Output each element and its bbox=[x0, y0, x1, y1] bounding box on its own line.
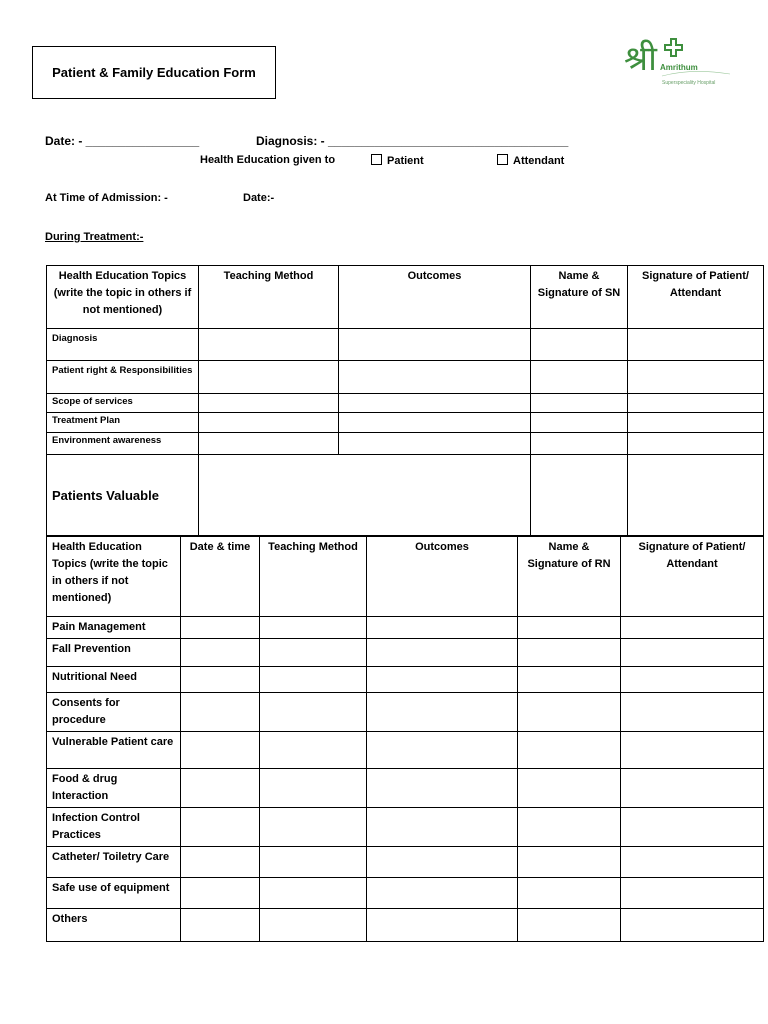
row-label: Treatment Plan bbox=[47, 413, 199, 433]
table-cell[interactable] bbox=[621, 909, 764, 942]
table-cell[interactable] bbox=[621, 878, 764, 909]
patient-checkbox[interactable] bbox=[371, 154, 382, 165]
attendant-option-label: Attendant bbox=[513, 155, 565, 167]
valuables-field[interactable] bbox=[199, 455, 531, 536]
row-label: Diagnosis bbox=[47, 329, 199, 361]
date-field-label: Date: - _________________ bbox=[45, 134, 200, 148]
table-cell[interactable] bbox=[181, 617, 260, 639]
col-header-outcomes: Outcomes bbox=[339, 266, 531, 329]
table-cell[interactable] bbox=[260, 909, 367, 942]
attendant-checkbox[interactable] bbox=[497, 154, 508, 165]
col-header-signature-patient: Signature of Patient/ Attendant bbox=[628, 266, 764, 329]
table-cell[interactable] bbox=[260, 769, 367, 808]
table-cell[interactable] bbox=[621, 617, 764, 639]
row-label: Others bbox=[47, 909, 181, 942]
table-cell[interactable] bbox=[260, 693, 367, 732]
table-cell[interactable] bbox=[199, 361, 339, 394]
table-cell[interactable] bbox=[518, 878, 621, 909]
table-cell[interactable] bbox=[367, 732, 518, 769]
table-cell[interactable] bbox=[181, 732, 260, 769]
admission-label: At Time of Admission: - bbox=[45, 192, 168, 204]
table-cell[interactable] bbox=[339, 394, 531, 413]
col-header-teaching-method: Teaching Method bbox=[260, 537, 367, 617]
table-cell[interactable] bbox=[531, 394, 628, 413]
table-row bbox=[47, 693, 764, 732]
col-header-signature-patient: Signature of Patient/ Attendant bbox=[621, 537, 764, 617]
table-row bbox=[47, 394, 764, 413]
table-cell[interactable] bbox=[181, 639, 260, 667]
table-cell[interactable] bbox=[518, 847, 621, 878]
table-cell[interactable] bbox=[367, 847, 518, 878]
row-label: Patient right & Responsibilities bbox=[47, 361, 199, 394]
patient-option-label: Patient bbox=[387, 155, 424, 167]
table-row bbox=[47, 732, 764, 769]
table-cell[interactable] bbox=[531, 433, 628, 455]
form-title: Patient & Family Education Form bbox=[32, 46, 276, 99]
row-label: Environment awareness bbox=[47, 433, 199, 455]
admission-date-label: Date:- bbox=[243, 192, 275, 204]
during-treatment-label: During Treatment:- bbox=[45, 231, 144, 243]
table-cell[interactable] bbox=[531, 329, 628, 361]
table-cell[interactable] bbox=[181, 909, 260, 942]
table-row bbox=[47, 847, 764, 878]
col-header-outcomes: Outcomes bbox=[367, 537, 518, 617]
col-header-signature-sn: Name & Signature of SN bbox=[531, 266, 628, 329]
table-cell[interactable] bbox=[621, 667, 764, 693]
table-cell[interactable] bbox=[621, 847, 764, 878]
logo-name: Amrithum bbox=[660, 63, 698, 72]
table-row bbox=[47, 413, 764, 433]
row-label: Scope of services bbox=[47, 394, 199, 413]
row-label: Food & drug Interaction bbox=[47, 769, 181, 808]
logo-graphic bbox=[622, 30, 734, 92]
col-header-topics: Health Education Topics (write the topic in others if not mentioned) bbox=[47, 266, 199, 329]
table-row bbox=[47, 769, 764, 808]
table-cell[interactable] bbox=[518, 808, 621, 847]
table-cell[interactable] bbox=[339, 413, 531, 433]
table-cell[interactable] bbox=[518, 909, 621, 942]
table-header-row bbox=[47, 537, 764, 617]
col-header-date-time: Date & time bbox=[181, 537, 260, 617]
logo-subtitle: Superspeciality Hospital bbox=[662, 80, 716, 86]
row-label: Safe use of equipment bbox=[47, 878, 181, 909]
table-cell[interactable] bbox=[518, 667, 621, 693]
education-table-treatment bbox=[46, 536, 764, 942]
row-label: Catheter/ Toiletry Care bbox=[47, 847, 181, 878]
table-cell[interactable] bbox=[518, 693, 621, 732]
table-cell[interactable] bbox=[339, 361, 531, 394]
table-cell[interactable] bbox=[518, 639, 621, 667]
table-cell[interactable] bbox=[181, 808, 260, 847]
table-cell[interactable] bbox=[621, 808, 764, 847]
given-to-label: Health Education given to bbox=[200, 154, 336, 166]
table-cell[interactable] bbox=[260, 617, 367, 639]
table-cell[interactable] bbox=[628, 433, 764, 455]
table-cell[interactable] bbox=[199, 413, 339, 433]
table-cell[interactable] bbox=[260, 732, 367, 769]
table-cell[interactable] bbox=[181, 693, 260, 732]
table-cell[interactable] bbox=[628, 329, 764, 361]
valuables-row bbox=[47, 455, 764, 536]
logo-script: श्री bbox=[624, 39, 657, 79]
row-label: Infection Control Practices bbox=[47, 808, 181, 847]
table-cell[interactable] bbox=[199, 433, 339, 455]
table-cell[interactable] bbox=[181, 847, 260, 878]
table-cell[interactable] bbox=[260, 847, 367, 878]
table-cell[interactable] bbox=[518, 617, 621, 639]
col-header-signature-rn: Name & Signature of RN bbox=[518, 537, 621, 617]
education-table-admission bbox=[46, 265, 764, 536]
table-header-row bbox=[47, 266, 764, 329]
valuables-label: Patients Valuable bbox=[47, 455, 199, 536]
table-cell[interactable] bbox=[628, 394, 764, 413]
row-label: Pain Management bbox=[47, 617, 181, 639]
table-cell[interactable] bbox=[621, 732, 764, 769]
table-cell[interactable] bbox=[621, 693, 764, 732]
table-cell[interactable] bbox=[199, 329, 339, 361]
table-cell[interactable] bbox=[367, 878, 518, 909]
table-cell[interactable] bbox=[339, 329, 531, 361]
table-cell[interactable] bbox=[367, 909, 518, 942]
table-cell[interactable] bbox=[621, 639, 764, 667]
table-cell[interactable] bbox=[260, 639, 367, 667]
table-cell[interactable] bbox=[367, 617, 518, 639]
table-cell[interactable] bbox=[181, 878, 260, 909]
table-cell[interactable] bbox=[628, 413, 764, 433]
table-cell[interactable] bbox=[531, 455, 628, 536]
col-header-topics: Health Education Topics (write the topic in others if not mentioned) bbox=[47, 537, 181, 617]
attendant-option[interactable] bbox=[497, 154, 564, 167]
table-cell[interactable] bbox=[260, 667, 367, 693]
table-cell[interactable] bbox=[628, 361, 764, 394]
table-cell[interactable] bbox=[367, 667, 518, 693]
table-cell[interactable] bbox=[339, 433, 531, 455]
table-cell[interactable] bbox=[518, 769, 621, 808]
table-row bbox=[47, 878, 764, 909]
patient-option[interactable] bbox=[371, 154, 424, 167]
table-cell[interactable] bbox=[367, 639, 518, 667]
row-label: Fall Prevention bbox=[47, 639, 181, 667]
table-cell[interactable] bbox=[181, 667, 260, 693]
table-cell[interactable] bbox=[367, 693, 518, 732]
hospital-logo bbox=[622, 30, 734, 92]
table-row bbox=[47, 909, 764, 942]
row-label: Nutritional Need bbox=[47, 667, 181, 693]
table-cell[interactable] bbox=[518, 732, 621, 769]
diagnosis-field-label: Diagnosis: - ____________________________________ bbox=[256, 134, 569, 148]
table-row bbox=[47, 639, 764, 667]
table-cell[interactable] bbox=[260, 808, 367, 847]
table-cell[interactable] bbox=[531, 361, 628, 394]
table-row bbox=[47, 667, 764, 693]
table-row bbox=[47, 361, 764, 394]
table-row bbox=[47, 808, 764, 847]
col-header-teaching-method: Teaching Method bbox=[199, 266, 339, 329]
table-row bbox=[47, 617, 764, 639]
table-cell[interactable] bbox=[199, 394, 339, 413]
row-label: Consents for procedure bbox=[47, 693, 181, 732]
table-cell[interactable] bbox=[628, 455, 764, 536]
table-row bbox=[47, 329, 764, 361]
table-cell[interactable] bbox=[367, 769, 518, 808]
row-label: Vulnerable Patient care bbox=[47, 732, 181, 769]
table-cell[interactable] bbox=[367, 808, 518, 847]
table-cell[interactable] bbox=[260, 878, 367, 909]
table-cell[interactable] bbox=[621, 769, 764, 808]
table-cell[interactable] bbox=[181, 769, 260, 808]
table-row bbox=[47, 433, 764, 455]
table-cell[interactable] bbox=[531, 413, 628, 433]
